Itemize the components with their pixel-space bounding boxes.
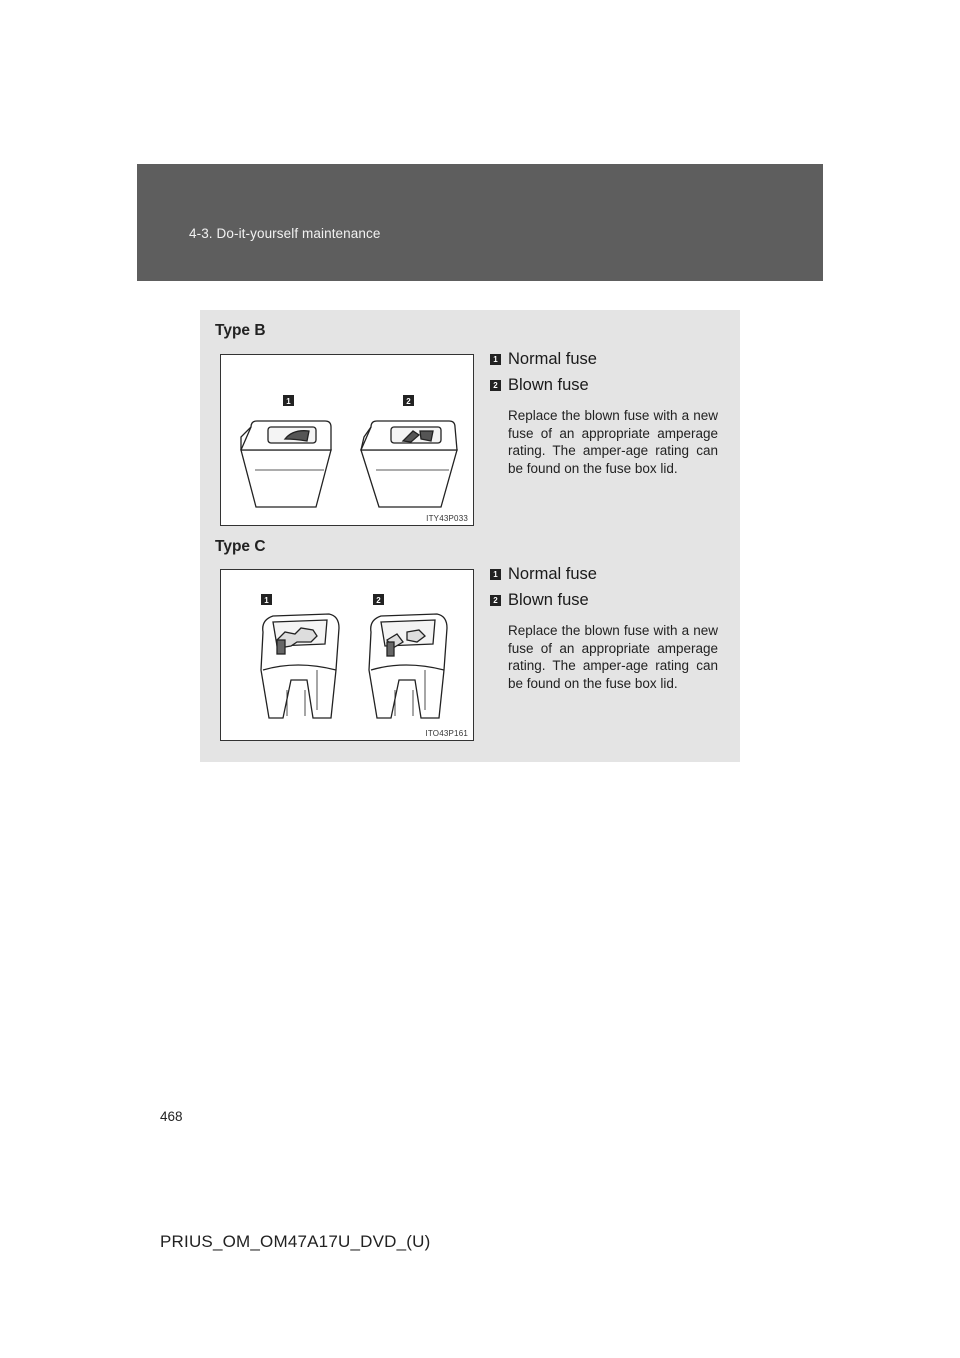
callout-label: Blown fuse bbox=[508, 376, 589, 394]
callout-number-1: 1 bbox=[490, 354, 501, 365]
normal-fuse-drawing bbox=[261, 614, 339, 718]
section-header bbox=[137, 164, 823, 281]
type-b-fuse-illustration bbox=[221, 355, 473, 525]
figure-marker-1-label: 1 bbox=[286, 397, 291, 406]
type-b-title: Type B bbox=[215, 322, 266, 339]
figure-marker-2-label: 2 bbox=[376, 596, 381, 605]
blown-fuse-drawing bbox=[369, 614, 447, 718]
type-b-note: Replace the blown fuse with a new fuse of an appropriate amperage rating. The amper-age rating can be found on the fuse box lid. bbox=[508, 408, 718, 476]
type-c-note: Replace the blown fuse with a new fuse of an appropriate amperage rating. The amper-age rating can be found on the fuse box lid. bbox=[508, 623, 718, 691]
type-b-figure-code: ITY43P033 bbox=[426, 514, 468, 523]
callout-number-2: 2 bbox=[490, 595, 501, 606]
callout-label: Blown fuse bbox=[508, 591, 589, 609]
figure-marker-2-label: 2 bbox=[406, 397, 411, 406]
section-title: 4-3. Do-it-yourself maintenance bbox=[189, 226, 381, 241]
type-c-figure-code: ITO43P161 bbox=[425, 729, 468, 738]
fuse-types-panel bbox=[200, 310, 740, 762]
normal-fuse-drawing bbox=[241, 421, 331, 507]
type-c-title: Type C bbox=[215, 538, 266, 555]
figure-marker-1-label: 1 bbox=[264, 596, 269, 605]
callout-label: Normal fuse bbox=[508, 565, 597, 583]
type-c-fuse-illustration bbox=[221, 570, 473, 740]
page-number: 468 bbox=[160, 1109, 183, 1124]
document-code: PRIUS_OM_OM47A17U_DVD_(U) bbox=[160, 1232, 431, 1251]
type-b-figure bbox=[220, 354, 474, 526]
callout-number-1: 1 bbox=[490, 569, 501, 580]
callout-number-2: 2 bbox=[490, 380, 501, 391]
callout-label: Normal fuse bbox=[508, 350, 597, 368]
type-c-figure bbox=[220, 569, 474, 741]
blown-fuse-drawing bbox=[361, 421, 457, 507]
